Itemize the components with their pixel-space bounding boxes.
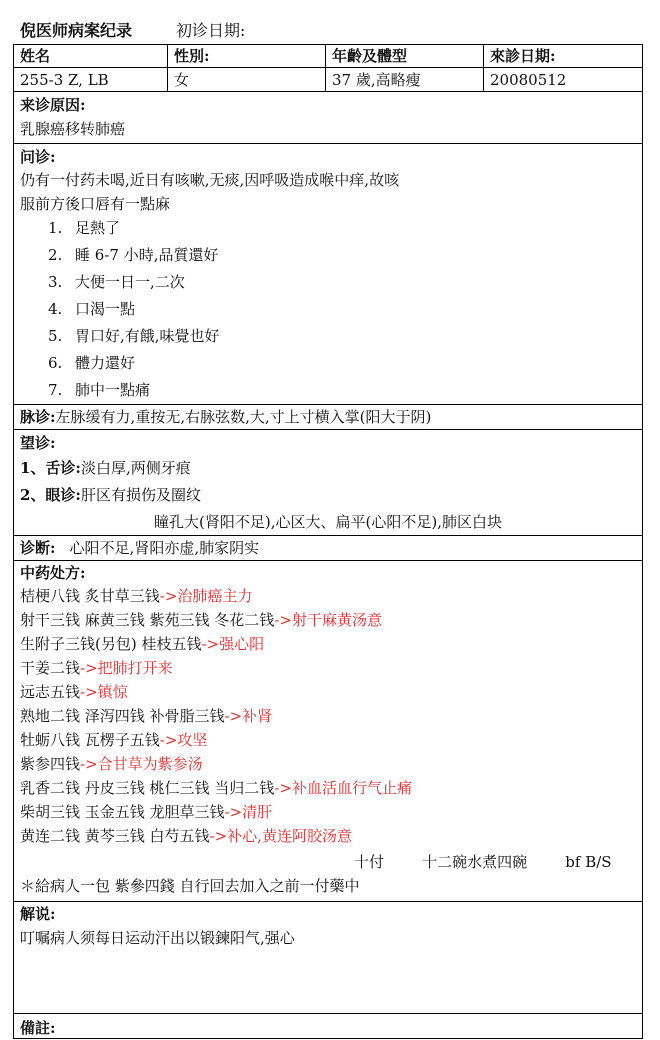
prescription-line — [20, 825, 352, 847]
inquiry-item-num: 5. — [48, 327, 63, 345]
herbs: 乳香二钱 丹皮三钱 桃仁三钱 当归二钱 — [20, 779, 275, 797]
prescription-line — [20, 633, 264, 655]
diagnosis-section — [14, 536, 642, 561]
col-age-body: 年齡及體型 — [325, 45, 483, 67]
herbs: 黄连二钱 黄芩三钱 白芍五钱 — [20, 827, 210, 845]
inquiry-item-num: 2. — [48, 246, 63, 264]
patient-table-values — [14, 68, 642, 92]
inquiry-item-text: 口渴一點 — [75, 300, 136, 318]
tongue-line — [20, 457, 191, 479]
dosage-instructions: 十付 十二碗水煮四碗 bf B/S — [354, 853, 612, 871]
herbs: 桔梗八钱 炙甘草三钱 — [20, 587, 160, 605]
notes-label: 備註: — [20, 1019, 56, 1037]
inquiry-item-num: 4. — [48, 300, 63, 318]
eye-text: 肝区有损伤及圈纹 — [80, 486, 201, 504]
inquiry-line-1: 仍有一付药未喝,近日有咳嗽,无痰,因呼吸造成喉中痒,故咳 — [20, 171, 400, 189]
prescription-line — [20, 801, 272, 823]
explanation-section — [14, 902, 642, 1014]
prescription-line — [20, 777, 412, 799]
patient-visit-date: 20080512 — [483, 68, 642, 91]
eye-line — [20, 484, 201, 506]
eye-text-2: 瞳孔大(肾阳不足),心区大、扁平(心阳不足),肺区白块 — [154, 513, 502, 531]
patient-age-body: 37 歲,高略瘦 — [325, 68, 483, 91]
herb-note: ->镇惊 — [80, 683, 128, 701]
notes-section — [14, 1014, 642, 1040]
herbs: 紫参四钱 — [20, 755, 81, 773]
record-form — [13, 44, 643, 1039]
pulse-line — [20, 406, 431, 428]
herbs: 生附子三钱(另包) 桂枝五钱 — [20, 635, 202, 653]
reason-section — [14, 92, 642, 144]
inquiry-item-num: 1. — [48, 219, 63, 237]
patient-id: 255-3 Z, LB — [20, 71, 109, 89]
pulse-section — [14, 405, 642, 430]
inquiry-item-text: 肺中一點痛 — [75, 381, 151, 399]
inquiry-item-text: 足熱了 — [75, 219, 121, 237]
inquiry-line-2: 服前方後口唇有一點麻 — [20, 195, 171, 213]
extra-instructions: ＊給病人一包 紫參四錢 自行回去加入之前一付藥中 — [20, 877, 360, 895]
herb-note: ->补肾 — [224, 707, 273, 725]
prescription-line — [20, 585, 252, 607]
tongue-label: 1、舌诊: — [20, 459, 81, 477]
prescription-line — [20, 681, 128, 703]
explanation-label: 解说: — [20, 905, 56, 923]
prescription-line — [20, 705, 272, 727]
herbs: 射干三钱 麻黄三钱 紫苑三钱 冬花二钱 — [20, 611, 275, 629]
tongue-text: 淡白厚,两侧牙痕 — [80, 459, 191, 477]
record-header — [20, 18, 245, 44]
prescription-section — [14, 561, 642, 902]
herbs: 干姜二钱 — [20, 659, 81, 677]
herb-note: ->强心阳 — [201, 635, 265, 653]
inquiry-item-num: 6. — [48, 354, 63, 372]
col-name: 姓名 — [20, 47, 51, 65]
inquiry-label: 问诊: — [20, 148, 56, 166]
prescription-line — [20, 609, 382, 631]
eye-label: 2、眼诊: — [20, 486, 81, 504]
herbs: 熟地二钱 泽泻四钱 补骨脂三钱 — [20, 707, 225, 725]
pulse-text: 左脉缓有力,重按无,右脉弦数,大,寸上寸横入掌(阳大于阴) — [55, 408, 432, 426]
herb-note: ->射干麻黄汤意 — [274, 611, 382, 629]
inquiry-item-text: 睡 6-7 小時,品質還好 — [75, 246, 219, 264]
inquiry-item-text: 胃口好,有餓,味覺也好 — [75, 327, 220, 345]
inquiry-item-text: 大便一日一,二次 — [75, 273, 185, 291]
observation-section — [14, 430, 642, 536]
herbs: 远志五钱 — [20, 683, 81, 701]
prescription-label: 中药处方: — [20, 564, 86, 582]
herb-note: ->补心,黄连阿胶汤意 — [209, 827, 352, 845]
col-visit-date: 來診日期: — [483, 45, 642, 67]
herb-note: ->治肺癌主力 — [159, 587, 253, 605]
herb-note: ->把肺打开来 — [80, 659, 173, 677]
patient-table-header — [14, 45, 642, 68]
herb-note: ->攻坚 — [159, 731, 208, 749]
prescription-line — [20, 753, 203, 775]
herb-note: ->合甘草为紫参汤 — [80, 755, 203, 773]
inquiry-item-num: 3. — [48, 273, 63, 291]
herbs: 牡蛎八钱 瓦楞子五钱 — [20, 731, 160, 749]
pulse-label: 脉诊: — [20, 408, 56, 426]
reason-text: 乳腺癌移转肺癌 — [20, 120, 126, 138]
herb-note: ->清肝 — [224, 803, 273, 821]
diagnosis-text: 心阳不足,肾阳亦虚,肺家阴实 — [69, 539, 260, 557]
diagnosis-label: 诊断: — [20, 539, 56, 557]
diagnosis-line — [20, 537, 259, 559]
reason-label: 来诊原因: — [20, 96, 86, 114]
prescription-line — [20, 657, 173, 679]
observation-label: 望诊: — [20, 434, 56, 452]
record-title: 倪医师病案纪录 — [20, 21, 133, 40]
explanation-text: 叮嘱病人须每日运动汗出以锻鍊阳气,强心 — [20, 929, 295, 947]
prescription-line — [20, 729, 207, 751]
herb-note: ->补血活血行气止痛 — [274, 779, 412, 797]
patient-gender: 女 — [167, 68, 325, 91]
inquiry-section — [14, 144, 642, 405]
inquiry-item-num: 7. — [48, 381, 63, 399]
inquiry-item-text: 體力還好 — [75, 354, 136, 372]
herbs: 柴胡三钱 玉金五钱 龙胆草三钱 — [20, 803, 225, 821]
first-visit-date-label: 初诊日期: — [176, 21, 246, 40]
col-gender: 性別: — [167, 45, 325, 67]
